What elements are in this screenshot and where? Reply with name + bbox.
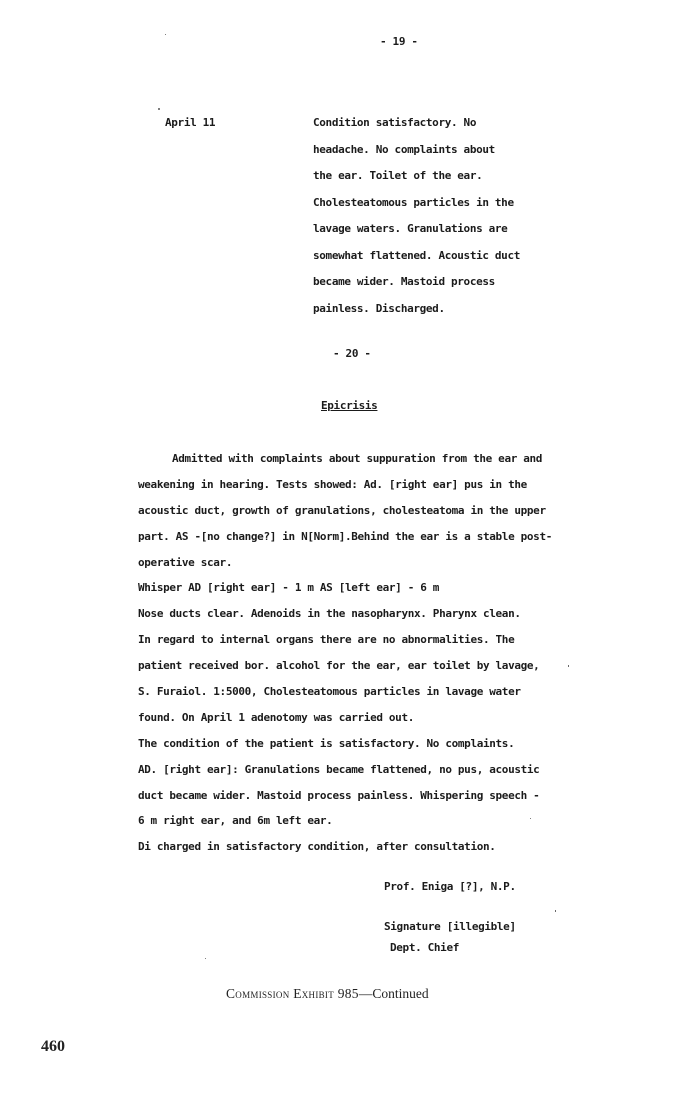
- entry-text: [313, 110, 583, 322]
- entry-line: painless. Discharged.: [313, 301, 445, 315]
- scan-speck: [530, 818, 531, 819]
- scan-speck: [568, 665, 569, 667]
- entry-line: the ear. Toilet of the ear.: [313, 169, 483, 182]
- scan-speck: [555, 910, 556, 912]
- entry-line: Cholesteatomous particles in the: [313, 195, 514, 209]
- exhibit-suffix: —Continued: [358, 986, 429, 1001]
- entry-line: Condition satisfactory. No: [313, 116, 477, 129]
- body-line: In regard to internal organs there are no abnormalities. The: [138, 633, 515, 647]
- body-line: operative scar.: [138, 555, 233, 569]
- body-line: The condition of the patient is satisfactory. No complaints.: [138, 736, 515, 750]
- section-heading: Epicrisis: [321, 399, 378, 412]
- signatory-title: Dept. Chief: [390, 941, 459, 954]
- body-line: Di charged in satisfactory condition, after consultation.: [138, 840, 496, 854]
- signature-line: Signature [illegible]: [384, 920, 516, 933]
- signatory-name: Prof. Eniga [?], N.P.: [384, 880, 516, 893]
- epicrisis-body: [138, 446, 588, 860]
- folio-number: 460: [41, 1038, 65, 1055]
- body-line: Whisper AD [right ear] - 1 m AS [left ear] - 6 m: [138, 581, 440, 595]
- page-number-middle: - 20 -: [333, 347, 371, 360]
- signature-block: [384, 876, 516, 958]
- page-number-top: - 19 -: [380, 35, 418, 48]
- body-line: Admitted with complaints about suppuration from the ear and: [172, 452, 543, 465]
- entry-line: somewhat flattened. Acoustic duct: [313, 248, 520, 262]
- body-line: Nose ducts clear. Adenoids in the nasopharynx. Pharynx clean.: [138, 607, 521, 621]
- body-line: part. AS -[no change?] in N[Norm].Behind the ear is a stable post-: [138, 529, 552, 543]
- entry-date: April 11: [165, 116, 216, 129]
- body-line: AD. [right ear]: Granulations became flattened, no pus, acoustic: [138, 762, 540, 776]
- scan-speck: [205, 958, 206, 959]
- scan-speck: [158, 108, 160, 110]
- body-line: duct became wider. Mastoid process painless. Whispering speech -: [138, 788, 540, 802]
- entry-line: lavage waters. Granulations are: [313, 222, 508, 235]
- body-line: weakening in hearing. Tests showed: Ad. [right ear] pus in the: [138, 477, 527, 491]
- body-line: patient received bor. alcohol for the ear, ear toilet by lavage,: [138, 659, 540, 673]
- entry-line: became wider. Mastoid process: [313, 275, 495, 288]
- body-line: acoustic duct, growth of granulations, cholesteatoma in the upper: [138, 503, 546, 517]
- exhibit-caption: [226, 986, 429, 1002]
- scan-speck: [165, 34, 166, 35]
- body-line: 6 m right ear, and 6m left ear.: [138, 814, 333, 828]
- body-line: S. Furaiol. 1:5000, Cholesteatomous particles in lavage water: [138, 685, 521, 699]
- exhibit-label: Commission Exhibit 985: [226, 986, 359, 1001]
- body-line: found. On April 1 adenotomy was carried out.: [138, 710, 414, 724]
- entry-line: headache. No complaints about: [313, 142, 495, 156]
